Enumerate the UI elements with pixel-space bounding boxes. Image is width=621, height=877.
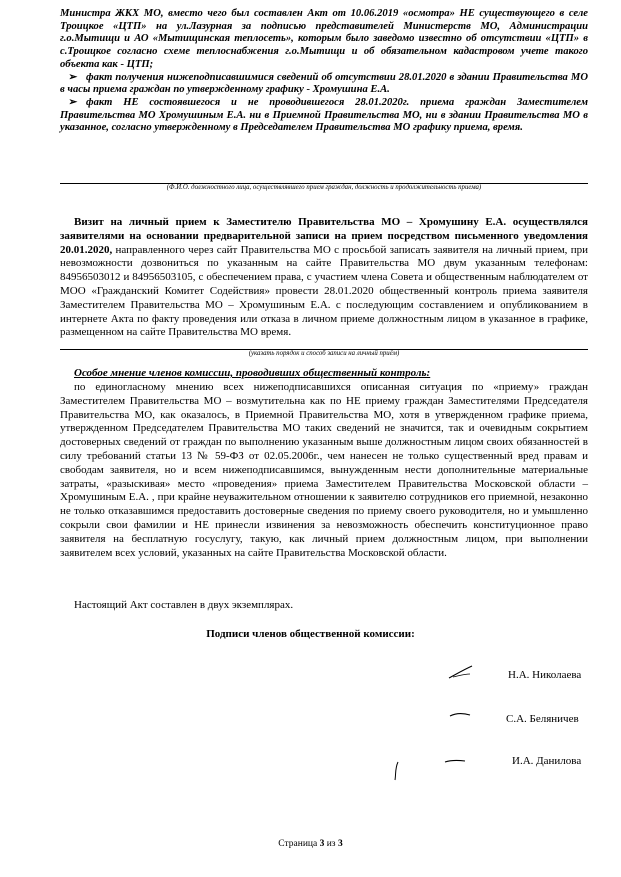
page-footer bbox=[0, 839, 621, 849]
visit-paragraph bbox=[60, 216, 588, 340]
finding-bullet-1-text: факт получения нижеподписавшимися сведений об отсутствии 28.01.2020 в здании Правительства МО в часы приема граждан по утвержденному графику - Хромушина Е.А. bbox=[60, 71, 588, 96]
signer-name-2: С.А. Беляничев bbox=[506, 713, 579, 725]
signer-name-1: Н.А. Николаева bbox=[508, 669, 582, 681]
finding-bullet-2-text: факт НЕ состоявшегося и не проводившегося 28.01.2020г. приема граждан Заместителем Правительства МО Хромушиным Е.А. ни в Приемной Правительства МО, ни в здании Правительства МО в указанное, согласно утвержденному в Председателем Правительства МО графику приема, время. bbox=[60, 96, 588, 134]
visit-paragraph-bold: Визит на личный прием к Заместителю Правительства МО – Хромушину Е.А. осуществлялся заявителями на основании предварительной записи на прием посредством письменного уведомления 20.01.2020, bbox=[60, 216, 588, 256]
opinion-heading: Особое мнение членов комиссии, проводивших общественный контроль: bbox=[74, 367, 431, 379]
opinion-body: по единогласному мнению всех нижеподписавшихся описанная ситуация по «приему» граждан Заместителем Правительства МО – возмутительна как по НЕ приему граждан Заместителями Председателя Правительства МО, как оказалось, в Приемной Правительства МО, хотя в утвержденном графике приема, утвержденном Председателем Правительства МО таких сведений не значится, так и очевидным сокрытием достоверных сведений от граждан по выполнению указанным выше должностным лицом своих обязанностей в силу требований статьи 13 № 59-ФЗ от 02.05.2006г., чем нанесен не только существенный вред правам и свободам заявителя, но и всем нижеподписавшимся, вынужденным нести дополнительные материальные затраты, «разыскивая» место «проведения» приема Заместителем Правительства Московской области – Хромушиным Е.А. , при крайне неуважительном отношении к заявителю сотрудников его приемной, незаконно не только отказавшимся предоставить достоверные сведения по приему своего руководителя, но и умышленно сокрыли свои фамилии и НЕ принесли извинения за невозможность обеспечить конституционное право заявителя на бесплатную госуслугу, такую, как личный прием должностным лицом, при выполнении заявителем всех условий, указанных на сайте Правительства Московской области. bbox=[60, 381, 588, 559]
page-label: Страница bbox=[278, 839, 320, 849]
signatures-title: Подписи членов общественной комиссии: bbox=[206, 628, 415, 640]
total-pages-number: 3 bbox=[337, 839, 343, 849]
page-separator: из bbox=[324, 839, 338, 849]
signature-mark-1 bbox=[446, 662, 476, 682]
findings-intro: Министра ЖКХ МО, вместо чего был составлен Акт от 10.06.2019 «осмотра» НЕ существующего в селе Троицкое «ЦТП» на ул.Лазурная за подписью представителей Министерств МО, Администрации г.о.Мытищи и АО «Мытищинская теплосеть», которым было заведомо известно об отсутствии «ЦТП» в с.Троицкое согласно схеме теплоснабжения г.о.Мытищи и об обязательном кадастровом учете такого объекта как - ЦТП; bbox=[60, 8, 588, 70]
finding-bullet-1 bbox=[60, 72, 588, 97]
signature-mark-3 bbox=[393, 752, 473, 782]
arrow-bullet-icon: ➢ bbox=[68, 71, 78, 83]
signature-mark-2 bbox=[448, 709, 474, 721]
finding-bullet-2 bbox=[60, 97, 588, 135]
signer-name-3: И.А. Данилова bbox=[512, 755, 582, 767]
official-caption: (Ф.И.О. должностного лица, осуществлявшего прием граждан, должность и продолжительность приема) bbox=[166, 184, 482, 191]
registration-caption: (указать порядок и способ записи на личный приём) bbox=[248, 350, 400, 357]
current-page-number: 3 bbox=[319, 839, 325, 849]
arrow-bullet-icon: ➢ bbox=[68, 96, 78, 108]
closing-statement: Настоящий Акт составлен в двух экземплярах. bbox=[74, 599, 294, 611]
findings-section bbox=[60, 8, 588, 135]
visit-paragraph-text: направленного через сайт Правительства МО с просьбой записать заявителя на личный прием, при невозможности дозвониться по указанным на сайте Правительства МО двум указанным телефонам: 84956503012 и 84956503105, с обеспечением права, с участием члена Совета и общественным наблюдателем от МОО «Гражданский Комитет Содействия» провести 28.01.2020 общественный контроль приема заявителя Заместителем Правительства МО – Хромушиным Е.А. с последующим составлением и опубликованием в интернете Акта по факту проведения или отказа в личном приеме должностным лицом в указанное в графике, размещенном на сайте Правительства МО время. bbox=[60, 243, 588, 339]
